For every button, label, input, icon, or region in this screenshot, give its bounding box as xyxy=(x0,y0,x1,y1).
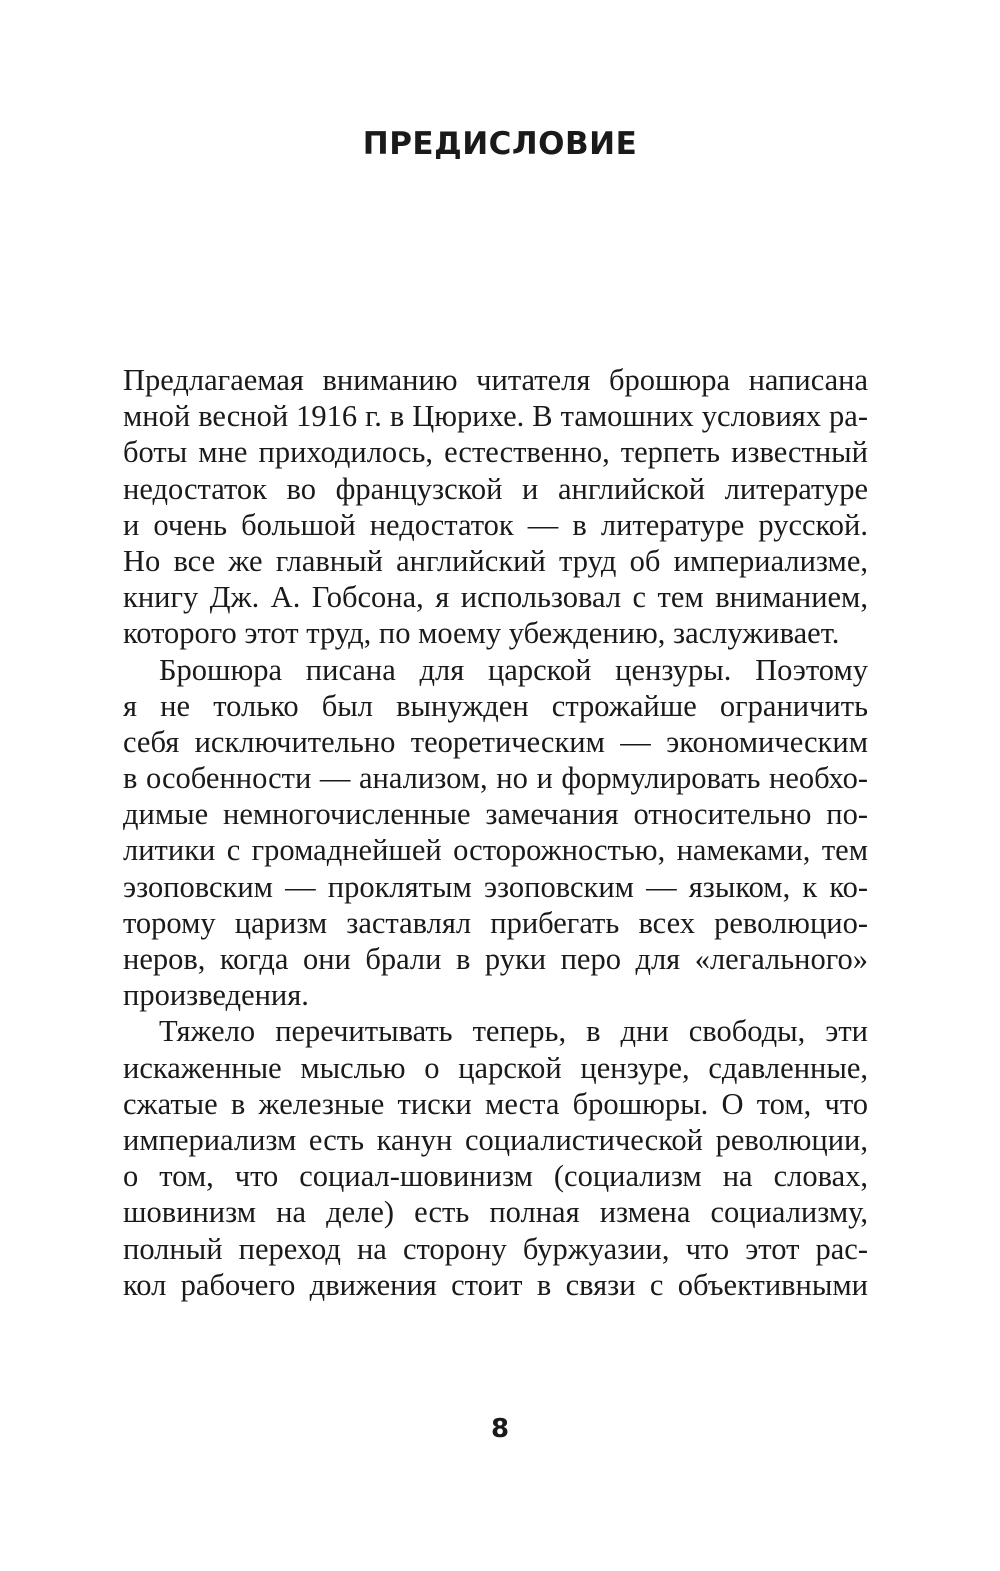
text-line: Брошюра писана для царской цензуры. Поэтому xyxy=(159,652,868,687)
text-line: торому царизм заставлял прибегать всех революцио- xyxy=(123,905,868,940)
text-line: в особенности — анализом, но и формулировать необхо- xyxy=(123,761,868,796)
text-line: которого этот труд, по моему убеждению, заслуживает. xyxy=(123,616,840,651)
text-line: мной весной 1916 г. в Цюрихе. В тамошних условиях ра- xyxy=(123,399,868,434)
page-number: 8 xyxy=(490,1414,510,1444)
text-line: Но все же главный английский труд об империализме, xyxy=(123,543,868,578)
text-line: империализм есть канун социалистической революции, xyxy=(123,1122,868,1157)
text-line: шовинизм на деле) есть полная измена социализму, xyxy=(123,1195,868,1230)
text-line: книгу Дж. А. Гобсона, я использовал с тем вниманием, xyxy=(123,580,868,615)
text-line: эзоповским — проклятым эзоповским — языком, к ко- xyxy=(123,869,868,904)
text-line: кол рабочего движения стоит в связи с объективными xyxy=(123,1267,868,1302)
text-line: искаженные мыслью о царской цензуре, сдавленные, xyxy=(123,1050,868,1085)
text-line: сжатые в железные тиски места брошюры. О том, что xyxy=(123,1086,868,1121)
text-line: произведения. xyxy=(123,978,309,1013)
text-line: литики с громаднейшей осторожностью, намеками, тем xyxy=(123,833,868,868)
text-line: и очень большой недостаток — в литературе русской. xyxy=(123,507,868,542)
text-line: я не только был вынужден строжайше ограничить xyxy=(123,688,868,723)
text-line: Тяжело перечитывать теперь, в дни свободы, эти xyxy=(159,1014,868,1049)
text-line: себя исключительно теоретическим — экономическим xyxy=(123,724,868,759)
text-line: боты мне приходилось, естественно, терпеть известный xyxy=(123,435,868,470)
body-text xyxy=(123,362,868,1303)
text-line: полный переход на сторону буржуазии, что этот рас- xyxy=(123,1231,868,1266)
text-line: неров, когда они брали в руки перо для «легального» xyxy=(123,942,868,976)
page-title: ПРЕДИСЛОВИЕ xyxy=(362,126,638,162)
text-line: димые немногочисленные замечания относительно по- xyxy=(123,797,868,832)
text-line: о том, что социал-шовинизм (социализм на словах, xyxy=(123,1159,868,1194)
text-line: недостаток во французской и английской литературе xyxy=(123,471,868,506)
text-line: Предлагаемая вниманию читателя брошюра написана xyxy=(123,363,868,397)
